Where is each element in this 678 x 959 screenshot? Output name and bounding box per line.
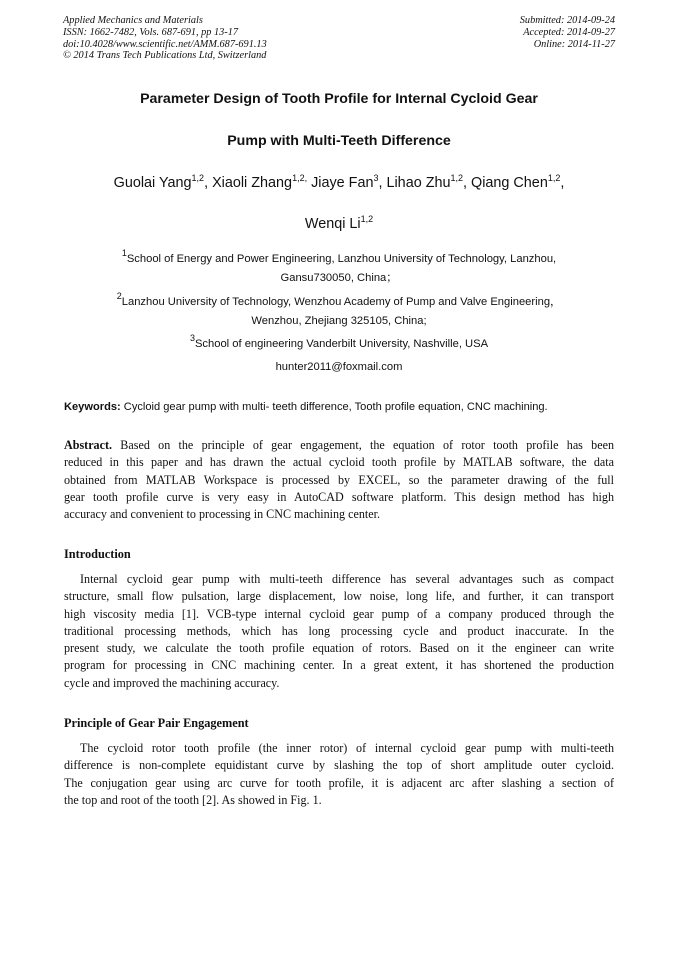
author-affiliation-mark: 1,2,	[292, 173, 308, 183]
author-affiliation-mark: 1,2	[547, 173, 561, 183]
introduction-paragraph	[64, 571, 614, 692]
author-name: Lihao Zhu	[386, 175, 451, 191]
keywords-text: Cycloid gear pump with multi- teeth difference, Tooth profile equation, CNC machining.	[120, 401, 548, 413]
affiliation-text: Wenzhou, Zhejiang 325105, China;	[251, 315, 427, 327]
journal-copyright: © 2014 Trans Tech Publications Ltd, Switzerland	[63, 50, 267, 62]
author-affiliation-mark: 3	[373, 173, 379, 183]
author-name: Wenqi Li	[304, 216, 361, 232]
author-name: Guolai Yang	[113, 175, 192, 191]
abstract-line: accuracy and convenient to processing in CNC machining center.	[64, 507, 381, 522]
principle-paragraph	[64, 740, 614, 809]
journal-header-right	[520, 15, 615, 50]
journal-name: Applied Mechanics and Materials	[63, 15, 203, 26]
abstract-paragraph	[64, 437, 614, 523]
accepted-date: Accepted: 2014-09-27	[523, 26, 615, 38]
corresponding-email[interactable]: hunter2011@foxmail.com	[275, 361, 403, 373]
affiliation-mark: 2	[116, 291, 122, 301]
affiliation-1	[70, 250, 608, 288]
author-affiliation-mark: 1,2	[360, 214, 374, 224]
paragraph-line: difference is non-complete equidistant curve by slashing the top of short amplitude outer cycloid.	[64, 758, 614, 773]
affiliation-mark: 3	[189, 333, 195, 343]
author-name: Jiaye Fan	[311, 175, 374, 191]
paper-title-line-1: Parameter Design of Tooth Profile for Internal Cycloid Gear	[140, 91, 538, 107]
section-heading-introduction: Introduction	[64, 547, 131, 561]
online-date: Online: 2014-11-27	[533, 38, 615, 50]
affiliation-mark: 1	[121, 248, 127, 258]
abstract-line: obtained from MATLAB Workspace is processed by EXCEL, so the parameter drawing of the full	[64, 472, 614, 487]
paragraph-line: traditional processing methods, which has long processing cycle and product inaccurate. In the	[64, 623, 614, 638]
author-name: Qiang Chen	[471, 175, 548, 191]
author-list-line-1	[30, 175, 648, 191]
keywords	[64, 401, 624, 413]
affiliation-2	[70, 293, 608, 331]
paragraph-line: program for processing in CNC machining center. In a great extent, it has shortened the production	[64, 658, 614, 673]
paper-title-line-2: Pump with Multi-Teeth Difference	[227, 133, 451, 149]
paragraph-line: high viscosity media [1]. VCB-type internal cycloid gear pump of a company produced through the	[64, 606, 614, 621]
affiliation-text: School of Energy and Power Engineering, Lanzhou University of Technology, Lanzhou,	[126, 253, 557, 265]
author-separator: ,	[463, 175, 472, 191]
author-separator: ,	[560, 175, 565, 191]
journal-doi[interactable]: doi:10.4028/www.scientific.net/AMM.687-691.13	[63, 38, 267, 50]
journal-header-left	[63, 15, 267, 62]
section-heading-principle: Principle of Gear Pair Engagement	[64, 716, 249, 730]
paragraph-line: The cycloid rotor tooth profile (the inner rotor) of internal cycloid gear pump with multi-teeth	[80, 741, 614, 755]
abstract-text: Based on the principle of gear engagement, the equation of rotor tooth profile has been	[112, 438, 614, 452]
author-list-line-2	[30, 216, 648, 232]
affiliation-text: School of engineering Vanderbilt University, Nashville, USA	[194, 338, 489, 350]
author-name: Xiaoli Zhang	[212, 175, 293, 191]
journal-issn: ISSN: 1662-7482, Vols. 687-691, pp 13-17	[63, 26, 239, 38]
affiliation-text: Gansu730050, China；	[280, 272, 398, 284]
affiliation-3	[70, 335, 608, 354]
paragraph-line: structure, small flow pulsation, large displacement, low noise, long life, and further, it can transport	[64, 589, 614, 604]
paragraph-line: The conjugation gear using arc curve for tooth profile, it is adjacent arc after slashing a section of	[64, 775, 614, 790]
affiliation-text: Lanzhou University of Technology, Wenzhou Academy of Pump and Valve Engineering，	[121, 296, 562, 308]
author-affiliation-mark: 1,2	[450, 173, 464, 183]
paragraph-line: the top and root of the tooth [2]. As showed in Fig. 1.	[64, 792, 322, 807]
paragraph-line: cycle and improved the machining accuracy.	[64, 675, 280, 690]
keywords-label: Keywords:	[64, 401, 121, 413]
author-separator: ,	[378, 175, 387, 191]
abstract-label: Abstract.	[64, 438, 113, 452]
abstract-line	[64, 437, 614, 454]
paragraph-line: present study, we calculate the tooth profile equation of rotors. Based on it the engineer can write	[64, 641, 614, 656]
abstract-line: gear tooth profile curve is very easy in AutoCAD software platform. This design method has high	[64, 489, 614, 504]
paragraph-line: Internal cycloid gear pump with multi-teeth difference has several advantages such as compact	[80, 572, 614, 586]
author-separator: ,	[204, 175, 213, 191]
submitted-date: Submitted: 2014-09-24	[519, 15, 615, 26]
author-affiliation-mark: 1,2	[191, 173, 205, 183]
abstract-line: reduced in this paper and has drawn the actual cycloid tooth profile by MATLAB software, the data	[64, 455, 614, 470]
